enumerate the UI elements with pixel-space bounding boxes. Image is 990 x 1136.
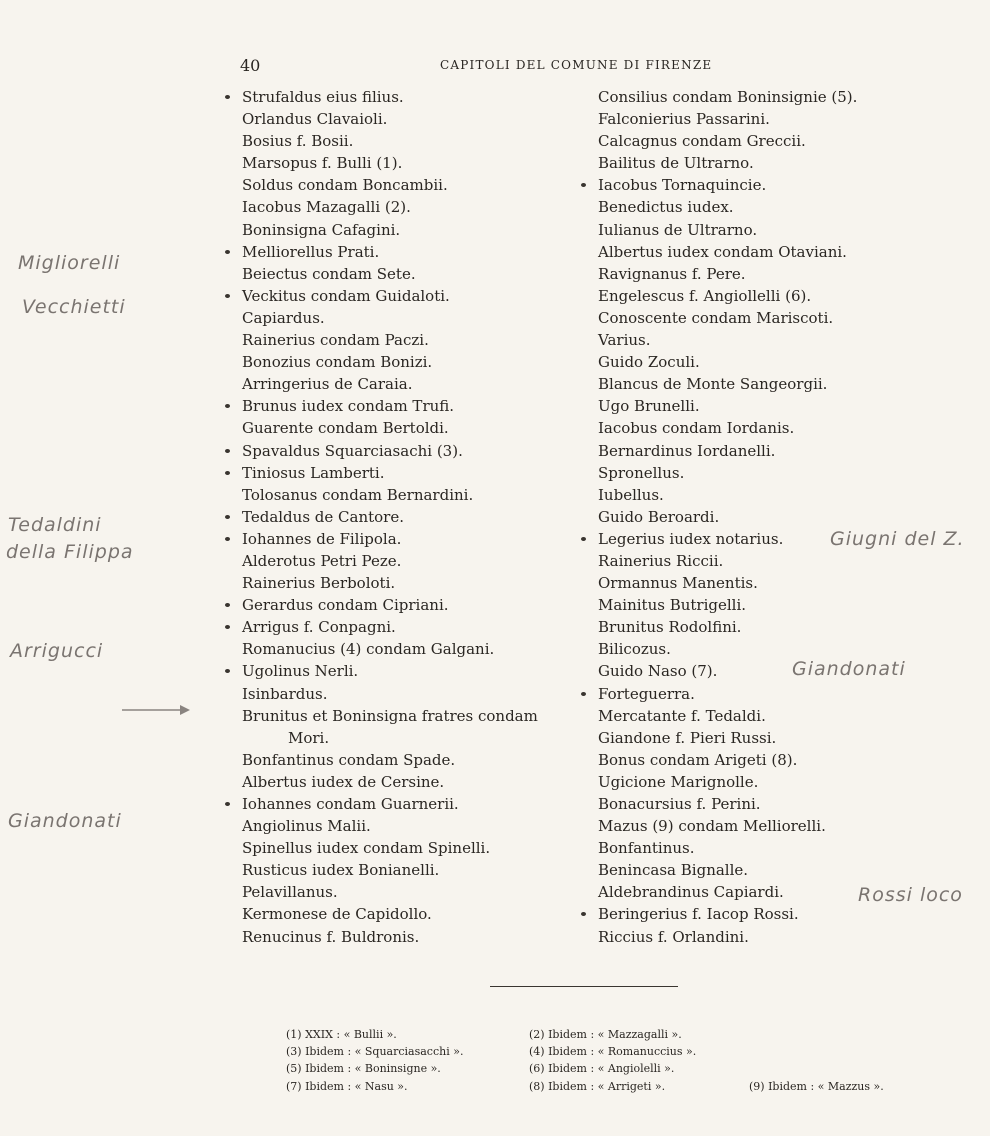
name-entry <box>578 196 878 218</box>
name-entry <box>222 285 572 307</box>
name-entry <box>222 683 572 705</box>
name-entry <box>578 241 878 263</box>
name-entry <box>222 859 572 881</box>
name-entry-text: Giandone f. Pieri Russi. <box>598 728 777 747</box>
name-entry-text: Benincasa Bignalle. <box>598 861 749 880</box>
footnote: (9) Ibidem : « Mazzus ». <box>749 1080 884 1093</box>
name-entry-text: Benedictus iudex. <box>598 198 734 217</box>
name-entry-text: Veckitus condam Guidaloti. <box>242 286 450 305</box>
name-entry-text: Bonozius condam Bonizi. <box>242 353 433 372</box>
name-entry-text: Beiectus condam Sete. <box>242 264 416 283</box>
footnote: (7) Ibidem : « Nasu ». <box>286 1080 408 1093</box>
name-entry-text: Blancus de Monte Sangeorgii. <box>598 375 828 394</box>
name-entry-text: Bonfantinus condam Spade. <box>242 750 456 769</box>
name-entry <box>578 417 878 439</box>
name-entry-text: Guarente condam Bertoldi. <box>242 419 449 438</box>
page-number: 40 <box>240 56 261 75</box>
name-entry <box>578 837 878 859</box>
name-entry <box>578 594 878 616</box>
name-entry-text: Bilicozus. <box>598 640 671 659</box>
name-entry-text: Gerardus condam Cipriani. <box>242 596 449 615</box>
name-entry-text: Ugo Brunelli. <box>598 397 700 416</box>
name-entry <box>578 395 878 417</box>
footnote: (8) Ibidem : « Arrigeti ». <box>529 1080 666 1093</box>
name-entry-text: Rainerius Riccii. <box>598 551 724 570</box>
name-entry-text: Kermonese de Capidollo. <box>242 905 432 924</box>
name-entry <box>222 130 572 152</box>
name-entry-text: Bosius f. Bosii. <box>242 132 354 151</box>
name-list-right-column <box>578 86 878 948</box>
name-entry <box>578 705 878 727</box>
name-entry <box>578 351 878 373</box>
name-entry <box>578 550 878 572</box>
margin-handwriting: Vecchietti <box>22 296 126 318</box>
name-entry <box>578 793 878 815</box>
name-entry <box>578 572 878 594</box>
name-entry <box>578 174 878 196</box>
name-entry <box>222 417 572 439</box>
name-entry <box>578 815 878 837</box>
name-entry-text: Rainerius condam Paczi. <box>242 331 429 350</box>
name-entry-text: Iacobus Tornaquincie. <box>598 176 767 195</box>
name-entry-text: Arringerius de Caraia. <box>242 375 413 394</box>
name-entry <box>578 152 878 174</box>
name-entry-text: Engelescus f. Angiollelli (6). <box>598 286 812 305</box>
name-entry-text: Bailitus de Ultrarno. <box>598 154 754 173</box>
footnotes <box>0 1028 990 1108</box>
name-entry-text: Riccius f. Orlandini. <box>598 927 749 946</box>
name-entry <box>578 926 878 948</box>
name-entry-text: Calcagnus condam Greccii. <box>598 132 806 151</box>
name-entry-text: Bonus condam Arigeti (8). <box>598 750 798 769</box>
name-entry-text: Iacobus condam Iordanis. <box>598 419 795 438</box>
name-entry <box>222 528 572 550</box>
name-entry <box>222 705 572 727</box>
margin-handwriting: Arrigucci <box>10 640 104 662</box>
name-entry-text: Alderotus Petri Peze. <box>242 551 402 570</box>
footnote: (3) Ibidem : « Squarciasacchi ». <box>286 1045 464 1058</box>
name-entry <box>222 108 572 130</box>
name-entry-text: Melliorellus Prati. <box>242 242 380 261</box>
name-entry <box>578 373 878 395</box>
name-entry-text: Boninsigna Cafagini. <box>242 220 401 239</box>
name-entry-text: Capiardus. <box>242 308 325 327</box>
name-entry-text: Consilius condam Boninsignie (5). <box>598 88 858 106</box>
name-entry-text: Guido Naso (7). <box>598 662 718 681</box>
name-entry <box>578 727 878 749</box>
name-entry-text: Bonfantinus. <box>598 839 695 858</box>
name-entry <box>222 660 572 682</box>
name-entry <box>222 749 572 771</box>
name-entry <box>222 638 572 660</box>
name-entry-text: Ugolinus Nerli. <box>242 662 359 681</box>
name-entry-text: Brunitus et Boninsigna fratres condam <box>242 706 538 725</box>
name-entry <box>578 130 878 152</box>
name-entry <box>222 351 572 373</box>
name-entry <box>222 263 572 285</box>
name-entry <box>222 793 572 815</box>
name-entry-text: Spinellus iudex condam Spinelli. <box>242 839 491 858</box>
footnote: (6) Ibidem : « Angiolelli ». <box>529 1062 675 1075</box>
margin-handwriting: Giandonati <box>792 658 906 680</box>
footnote: (2) Ibidem : « Mazzagalli ». <box>529 1028 682 1041</box>
name-entry-text: Ravignanus f. Pere. <box>598 264 746 283</box>
name-entry-text: Falconierius Passarini. <box>598 110 770 129</box>
name-entry <box>222 329 572 351</box>
name-entry <box>222 594 572 616</box>
margin-arrow-icon <box>122 704 190 716</box>
name-entry-text: Renucinus f. Buldronis. <box>242 927 420 946</box>
name-entry-text: Mainitus Butrigelli. <box>598 596 747 615</box>
name-entry <box>222 86 572 108</box>
footnote-separator <box>490 986 678 987</box>
name-entry <box>222 307 572 329</box>
name-entry <box>578 462 878 484</box>
name-entry <box>578 219 878 241</box>
name-entry-text: Mazus (9) condam Melliorelli. <box>598 817 826 836</box>
margin-handwriting: Giandonati <box>8 810 122 832</box>
name-entry <box>222 395 572 417</box>
name-entry-text: Isinbardus. <box>242 684 328 703</box>
name-entry <box>222 727 572 749</box>
name-entry-text: Legerius iudex notarius. <box>598 529 784 548</box>
name-entry-text: Forteguerra. <box>598 684 695 703</box>
name-entry <box>222 152 572 174</box>
name-entry-text: Iohannes de Filipola. <box>242 529 402 548</box>
name-entry-text: Arrigus f. Conpagni. <box>242 618 396 637</box>
name-entry <box>222 506 572 528</box>
name-entry-text: Bernardinus Iordanelli. <box>598 441 776 460</box>
name-entry-text: Marsopus f. Bulli (1). <box>242 154 403 173</box>
name-entry-text: Angiolinus Malii. <box>242 817 371 836</box>
name-entry <box>222 550 572 572</box>
name-entry <box>222 903 572 925</box>
name-entry-text: Pelavillanus. <box>242 883 338 902</box>
name-entry <box>578 771 878 793</box>
footnote: (1) XXIX : « Bullii ». <box>286 1028 397 1041</box>
name-entry-text: Brunus iudex condam Trufi. <box>242 397 455 416</box>
name-entry <box>222 174 572 196</box>
name-entry <box>578 683 878 705</box>
name-entry-text: Conoscente condam Mariscoti. <box>598 308 834 327</box>
name-entry <box>222 219 572 241</box>
name-entry-text: Tedaldus de Cantore. <box>242 507 404 526</box>
name-entry <box>578 749 878 771</box>
name-entry <box>222 926 572 948</box>
running-title: CAPITOLI DEL COMUNE DI FIRENZE <box>440 58 713 72</box>
name-entry-text: Spronellus. <box>598 463 685 482</box>
name-entry-text: Beringerius f. Iacop Rossi. <box>598 905 799 924</box>
name-entry-text: Spavaldus Squarciasachi (3). <box>242 441 463 460</box>
name-entry-text: Guido Beroardi. <box>598 507 720 526</box>
name-entry <box>222 815 572 837</box>
name-entry <box>578 329 878 351</box>
name-entry <box>578 859 878 881</box>
margin-handwriting: Migliorelli <box>18 252 121 274</box>
name-entry-text: Ugicione Marignolle. <box>598 772 759 791</box>
name-entry <box>578 440 878 462</box>
name-list-left-column <box>222 86 572 948</box>
name-entry-text: Romanucius (4) condam Galgani. <box>242 640 495 659</box>
name-entry-text: Strufaldus eius filius. <box>242 88 404 106</box>
running-header <box>0 56 990 78</box>
margin-handwriting: Tedaldini <box>8 514 102 536</box>
name-entry <box>578 307 878 329</box>
margin-handwriting: della Filippa <box>6 541 134 563</box>
margin-handwriting: Giugni del Z. <box>830 528 965 550</box>
name-entry-text: Albertus iudex condam Otaviani. <box>598 242 847 261</box>
name-entry <box>222 440 572 462</box>
footnote: (4) Ibidem : « Romanuccius ». <box>529 1045 697 1058</box>
name-entry <box>578 506 878 528</box>
name-entry-text: Albertus iudex de Cersine. <box>242 772 445 791</box>
name-entry <box>578 285 878 307</box>
name-entry-text: Soldus condam Boncambii. <box>242 176 448 195</box>
margin-handwriting: Rossi loco <box>858 884 963 906</box>
name-entry <box>578 86 878 108</box>
name-entry-text: Tolosanus condam Bernardini. <box>242 485 474 504</box>
name-entry <box>222 572 572 594</box>
name-entry <box>578 484 878 506</box>
name-entry <box>222 373 572 395</box>
name-entry <box>222 484 572 506</box>
name-entry-text: Bonacursius f. Perini. <box>598 795 761 813</box>
name-entry-text: Mercatante f. Tedaldi. <box>598 706 766 725</box>
name-entry <box>222 241 572 263</box>
name-entry-text: Varius. <box>598 331 651 350</box>
name-entry <box>222 196 572 218</box>
name-entry <box>222 462 572 484</box>
name-entry <box>222 881 572 903</box>
name-entry-text: Rainerius Berboloti. <box>242 574 396 593</box>
name-entry <box>578 616 878 638</box>
name-entry-text: Mori. <box>288 728 330 747</box>
name-entry <box>578 108 878 130</box>
name-entry <box>578 903 878 925</box>
name-entry-text: Orlandus Clavaioli. <box>242 110 388 129</box>
name-entry-text: Brunitus Rodolfini. <box>598 618 742 637</box>
name-entry <box>578 881 878 903</box>
name-entry-text: Iohannes condam Guarnerii. <box>242 795 459 813</box>
name-entry <box>222 616 572 638</box>
name-entry <box>222 837 572 859</box>
name-entry-text: Iubellus. <box>598 485 664 504</box>
name-entry-text: Aldebrandinus Capiardi. <box>598 883 784 902</box>
footnote: (5) Ibidem : « Boninsigne ». <box>286 1062 441 1075</box>
name-entry-text: Iacobus Mazagalli (2). <box>242 198 411 217</box>
name-entry-text: Guido Zoculi. <box>598 353 700 372</box>
name-entry <box>222 771 572 793</box>
name-entry-text: Rusticus iudex Bonianelli. <box>242 861 440 880</box>
name-entry-text: Iulianus de Ultrarno. <box>598 220 758 239</box>
name-entry-text: Tiniosus Lamberti. <box>242 463 385 482</box>
name-entry-text: Ormannus Manentis. <box>598 574 758 593</box>
name-entry <box>578 263 878 285</box>
